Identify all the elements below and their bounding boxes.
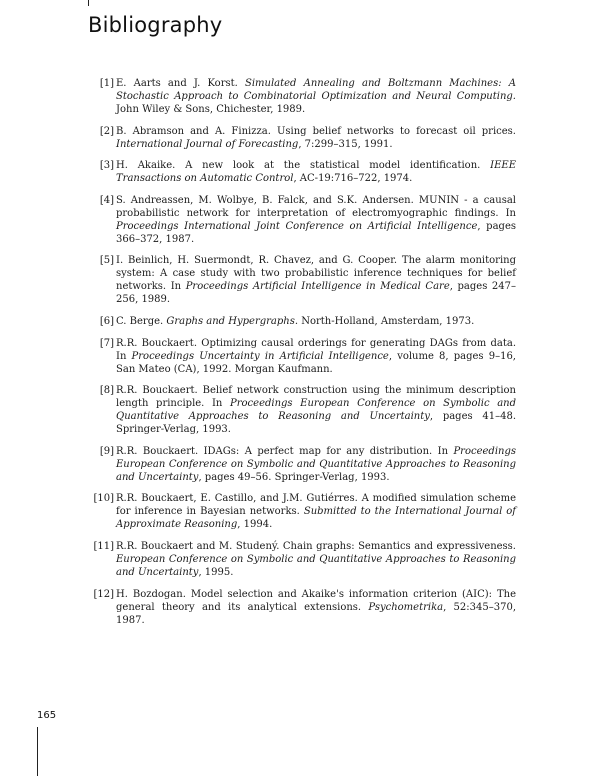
reference-authors: S. Andreassen, M. Wolbye, B. Falck, and S.K. Andersen. MUNIN - a causal probabilistic network for interpretation of electromyographic findings. In — [116, 194, 516, 219]
reference-details: , pages 247–256, 1989. — [116, 281, 517, 306]
reference-authors: R.R. Bouckaert and M. Studený. Chain graphs: Semantics and expressiveness. — [116, 540, 516, 552]
reference-venue: IEEE Transactions on Automatic Control — [116, 160, 516, 185]
reference-text — [116, 445, 516, 484]
reference-details: , 52:345–370, 1987. — [116, 601, 516, 626]
reference-title: Graphs and Hypergraphs. — [166, 315, 299, 327]
reference-details: , 1994. — [237, 519, 273, 531]
reference-entry — [88, 159, 516, 185]
reference-details: John Wiley & Sons, Chichester, 1989. — [116, 104, 306, 115]
reference-text — [116, 194, 516, 246]
reference-entry — [88, 125, 516, 151]
reference-venue: European Conference on Symbolic and Quantitative Approaches to Reasoning and Uncertainty — [116, 553, 516, 578]
reference-authors: R.R. Bouckaert. IDAGs: A perfect map for any distribution. In — [116, 445, 454, 457]
reference-number: [2] — [99, 125, 114, 137]
reference-entry — [88, 254, 516, 306]
reference-title: Simulated Annealing and Boltzmann Machines: A Stochastic Approach to Combinatorial Optimization and Neural Computing. — [116, 78, 516, 102]
reference-text — [116, 540, 516, 579]
reference-text — [116, 254, 516, 306]
reference-details: North-Holland, Amsterdam, 1973. — [298, 315, 475, 327]
reference-authors: C. Berge. — [116, 315, 167, 327]
reference-number: [4] — [99, 194, 114, 206]
reference-authors: H. Akaike. A new look at the statistical model identification. — [116, 160, 491, 172]
reference-details: , pages 49–56. Springer-Verlag, 1993. — [198, 471, 390, 483]
reference-authors: R.R. Bouckaert. Belief network construction using the minimum description length principle. In — [116, 385, 516, 410]
reference-text — [116, 492, 516, 531]
reference-details: , 7:299–315, 1991. — [298, 138, 393, 150]
reference-venue: Psychometrika — [368, 601, 444, 613]
reference-entry — [88, 492, 516, 531]
reference-authors: R.R. Bouckaert. Optimizing causal orderings for generating DAGs from data. In — [116, 337, 516, 362]
reference-authors: E. Aarts and J. Korst. — [116, 78, 245, 89]
reference-authors: H. Bozdogan. Model selection and Akaike's information criterion (AIC): The general theory and its analytical extensions. — [116, 588, 516, 613]
reference-number: [9] — [99, 445, 114, 457]
page-number: 165 — [37, 710, 57, 721]
reference-number: [12] — [93, 588, 114, 600]
crop-mark-top — [88, 0, 89, 6]
reference-venue: Proceedings Uncertainty in Artificial Intelligence — [131, 350, 389, 362]
reference-number: [10] — [93, 493, 114, 505]
reference-entry — [88, 77, 516, 116]
reference-number: [5] — [99, 255, 114, 267]
reference-authors: R.R. Bouckaert, E. Castillo, and J.M. Gutiérres. A modified simulation scheme for inference in Bayesian networks. — [116, 493, 516, 518]
reference-text — [116, 125, 516, 151]
reference-entry — [88, 445, 516, 484]
reference-authors: B. Abramson and A. Finizza. Using belief networks to forecast oil prices. — [116, 125, 516, 137]
reference-text — [116, 384, 516, 436]
reference-entry — [88, 588, 516, 627]
reference-authors: I. Beinlich, H. Suermondt, R. Chavez, and G. Cooper. The alarm monitoring system: A case study with two probabilistic inference techniques for belief networks. In — [116, 255, 516, 293]
reference-details: , pages 41–48. Springer-Verlag, 1993. — [116, 411, 516, 436]
reference-number: [1] — [99, 78, 114, 89]
reference-details: , pages 366–372, 1987. — [116, 220, 516, 245]
crop-mark-bottom — [37, 727, 38, 776]
reference-venue: Proceedings European Conference on Symbolic and Quantitative Approaches to Reasoning and Uncertainty — [116, 445, 516, 483]
reference-entry — [88, 315, 516, 328]
reference-venue: International Journal of Forecasting — [116, 138, 299, 150]
reference-text — [116, 588, 516, 627]
reference-venue: Submitted to the International Journal of Approximate Reasoning — [116, 506, 516, 531]
page-title: Bibliography — [88, 13, 223, 37]
reference-number: [6] — [99, 315, 114, 327]
reference-entry — [88, 337, 516, 376]
reference-number: [11] — [93, 540, 114, 552]
reference-entry — [88, 194, 516, 246]
reference-text — [116, 77, 516, 116]
reference-number: [8] — [99, 385, 114, 397]
reference-text — [116, 337, 516, 376]
reference-text — [116, 315, 516, 328]
reference-details: , 1995. — [198, 566, 234, 578]
reference-venue: Proceedings Artificial Intelligence in Medical Care — [185, 281, 450, 293]
reference-details: , volume 8, pages 9–16, San Mateo (CA), 1992. Morgan Kaufmann. — [116, 350, 516, 375]
reference-list — [88, 77, 516, 635]
reference-entry — [88, 540, 516, 579]
reference-entry — [88, 384, 516, 436]
reference-venue: Proceedings European Conference on Symbolic and Quantitative Approaches to Reasoning and Uncertainty — [116, 398, 517, 423]
reference-venue: Proceedings International Joint Conference on Artificial Intelligence — [116, 220, 478, 232]
reference-number: [7] — [99, 337, 114, 349]
reference-details: , AC-19:716–722, 1974. — [293, 173, 413, 185]
reference-number: [3] — [99, 160, 114, 172]
reference-text — [116, 159, 516, 185]
